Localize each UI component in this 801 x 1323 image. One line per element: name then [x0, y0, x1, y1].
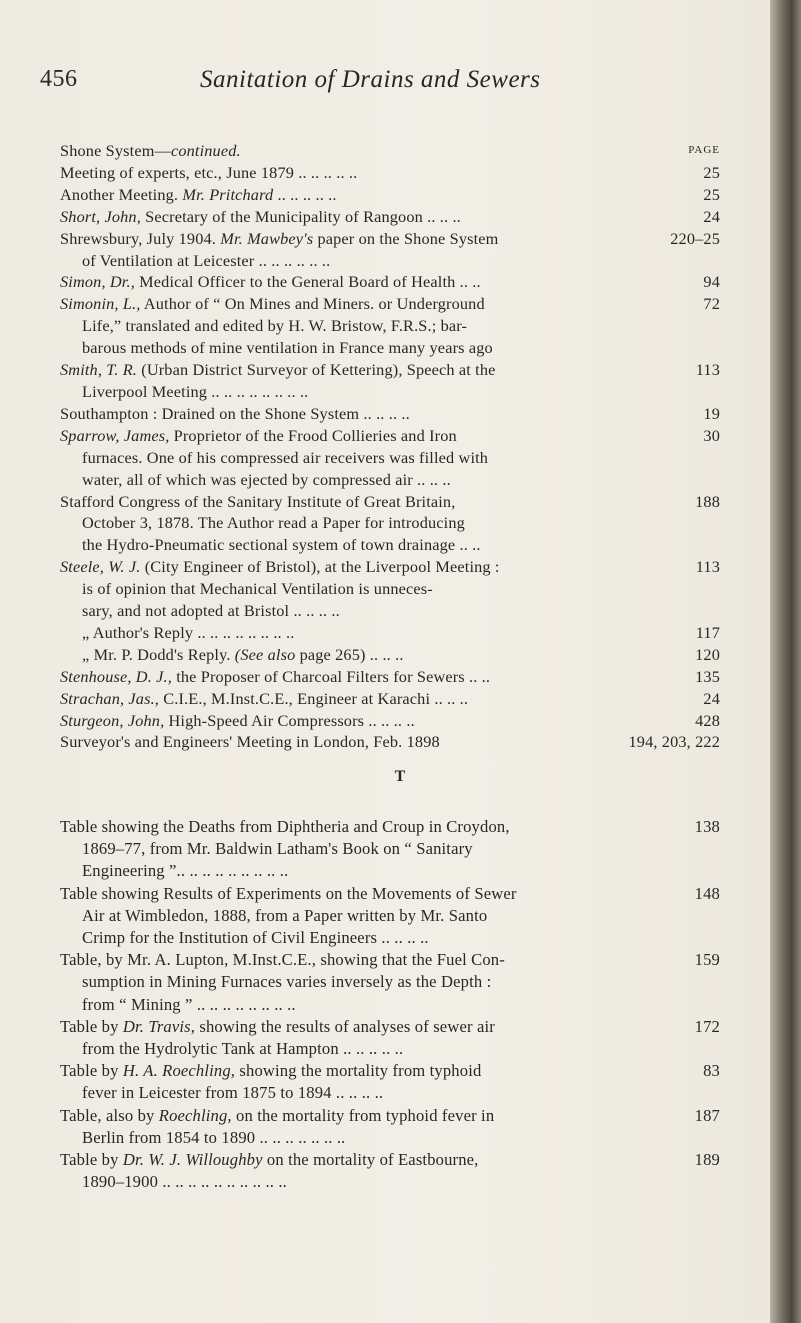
entry-text: Surveyor's and Engineers' Meeting in London, Feb. 1898 [60, 732, 440, 752]
entry-page-number: 113 [695, 360, 720, 380]
entry-continuation: Engineering ”.. .. .. .. .. .. .. .. .. [82, 861, 289, 881]
entry-continuation: of Ventilation at Leicester .. .. .. .. .. .. [82, 250, 331, 270]
index-entry [60, 731, 720, 753]
entry-continuation: the Hydro-Pneumatic sectional system of town drainage .. .. [82, 535, 481, 555]
entry-page-number: 194, 203, 222 [628, 732, 720, 752]
entry-continuation: sumption in Mining Furnaces varies inversely as the Depth : [82, 972, 492, 992]
index-entry [60, 644, 720, 666]
entry-page-number: 135 [695, 666, 720, 686]
index-entry [60, 883, 720, 950]
entry-italic: Dr. Travis, [122, 1016, 196, 1036]
entry-page-number: 30 [703, 425, 720, 445]
entry-text-after: showing the mortality from typhoid [235, 1061, 482, 1081]
entry-page-number: 113 [695, 557, 720, 577]
entry-text: Proprietor of the Frood Collieries and Iron [169, 425, 457, 445]
page-column-label: PAGE [688, 144, 720, 156]
entry-text: Table, also by [60, 1105, 159, 1125]
entry-subtext: „ Author's Reply .. .. .. .. .. .. .. .. [82, 622, 295, 642]
heading-suffix: continued. [170, 141, 241, 160]
entry-continuation: sary, and not adopted at Bristol .. .. .. .. [82, 601, 340, 621]
entry-italic: Mr. Pritchard [182, 184, 274, 204]
entry-page-number: 188 [695, 491, 720, 511]
entry-page-number: 25 [703, 162, 720, 182]
index-entry [60, 710, 720, 732]
entry-page-number: 83 [703, 1061, 720, 1081]
entry-page-number: 138 [694, 817, 720, 836]
entry-page-number: 428 [695, 710, 720, 730]
entry-italic: Roechling, [158, 1105, 232, 1125]
entry-page-number: 187 [694, 1105, 720, 1125]
entry-continuation: water, all of which was ejected by compressed air .. .. .. [82, 469, 451, 489]
entry-page-number: 189 [694, 1150, 720, 1170]
entry-text: Table showing the Deaths from Diphtheria and Croup in Croydon, [60, 817, 510, 836]
index-entry [60, 688, 720, 710]
running-head [40, 66, 740, 106]
entry-text: High-Speed Air Compressors .. .. .. .. [164, 710, 415, 730]
entry-name: Stenhouse, D. J., [60, 666, 172, 686]
entry-name: Sturgeon, John, [60, 710, 165, 730]
entry-page-number: 94 [703, 272, 720, 292]
entry-continuation: fever in Leicester from 1875 to 1894 .. .. .. .. [82, 1083, 384, 1103]
entry-name: Strachan, Jas., [60, 688, 160, 708]
entry-text: Table by [60, 1150, 123, 1170]
entry-italic: Mr. Mawbey's [220, 228, 314, 248]
heading-text: Shone System— [60, 141, 171, 160]
entry-page-number: 24 [703, 206, 720, 226]
entry-page-number: 25 [703, 184, 720, 204]
entry-continuation: Air at Wimbledon, 1888, from a Paper written by Mr. Santo [82, 905, 488, 925]
entry-continuation: from the Hydrolytic Tank at Hampton .. .. .. .. .. [82, 1039, 404, 1059]
entry-page-number: 172 [694, 1016, 720, 1036]
entry-continuation: Life,” translated and edited by H. W. Bristow, F.R.S.; bar- [82, 316, 468, 336]
index-entry [60, 228, 720, 272]
entry-text-after: showing the results of analyses of sewer air [195, 1016, 495, 1036]
section-letter-t: T [394, 768, 407, 785]
index-section-t [60, 816, 720, 1193]
index-entry [60, 556, 720, 622]
entry-page-number: 159 [694, 950, 720, 970]
index-entry [60, 1149, 720, 1193]
entry-text: Table by [60, 1016, 123, 1036]
index-entry [60, 206, 720, 228]
entry-name: Smith, T. R. [60, 360, 138, 380]
index-entry [60, 491, 720, 557]
entry-name: Sparrow, James, [60, 425, 170, 445]
index-entry [60, 1016, 720, 1060]
index-section-s [60, 140, 720, 753]
entry-text-after: on the mortality from typhoid fever in [231, 1105, 495, 1125]
entry-text-after: paper on the Shone System [313, 228, 499, 248]
entry-page-number: 72 [703, 294, 720, 314]
book-spine-shadow [770, 0, 801, 1323]
page-number: 456 [40, 66, 78, 92]
entry-continuation: from “ Mining ” .. .. .. .. .. .. .. .. [82, 994, 296, 1014]
entry-continuation: is of opinion that Mechanical Ventilation is unneces- [82, 579, 433, 599]
entry-name: Steele, W. J. [60, 557, 141, 577]
entry-text: Author of “ On Mines and Miners. or Underground [140, 294, 485, 314]
entry-page-number: 120 [695, 644, 720, 664]
index-entry [60, 1105, 720, 1149]
entry-page-number: 117 [695, 622, 720, 642]
entry-page-number: 220–25 [670, 228, 720, 248]
index-entry [60, 666, 720, 688]
entry-text: Shrewsbury, July 1904. [60, 228, 221, 248]
entry-continuation: October 3, 1878. The Author read a Paper for introducing [82, 513, 465, 533]
entry-name: Short, John, [60, 206, 141, 226]
entry-text: (City Engineer of Bristol), at the Liverpool Meeting : [140, 557, 500, 577]
entry-text: the Proposer of Charcoal Filters for Sewers .. .. [171, 666, 491, 686]
index-entry [60, 403, 720, 425]
entry-text: Another Meeting. [60, 184, 183, 204]
entry-name: Simonin, L., [60, 294, 141, 314]
entry-text: Table by [60, 1061, 123, 1081]
entry-italic: (See also [234, 644, 296, 664]
index-entry [60, 359, 720, 403]
entry-text: Southampton : Drained on the Shone System .. .. .. .. [60, 403, 410, 423]
entry-continuation: Liverpool Meeting .. .. .. .. .. .. .. .. [82, 381, 309, 401]
index-entry [60, 949, 720, 1016]
index-entry [60, 162, 720, 184]
entry-text: Table, by Mr. A. Lupton, M.Inst.C.E., showing that the Fuel Con- [60, 950, 505, 970]
entry-continuation: 1869–77, from Mr. Baldwin Latham's Book on “ Sanitary [82, 839, 473, 859]
index-entry [60, 271, 720, 293]
entry-continuation: 1890–1900 .. .. .. .. .. .. .. .. .. .. [82, 1172, 287, 1192]
entry-text-after: page 265) .. .. .. [295, 644, 404, 664]
entry-text: (Urban District Surveyor of Kettering), Speech at the [137, 360, 496, 380]
index-entry [60, 816, 720, 883]
running-title: Sanitation of Drains and Sewers [200, 66, 541, 93]
entry-continuation: Crimp for the Institution of Civil Engineers .. .. .. .. [82, 928, 429, 948]
entry-text-after: on the mortality of Eastbourne, [262, 1150, 479, 1170]
entry-text: Table showing Results of Experiments on the Movements of Sewer [60, 883, 517, 903]
entry-text: C.I.E., M.Inst.C.E., Engineer at Karachi .. .. .. [159, 688, 469, 708]
entry-text: Meeting of experts, etc., June 1879 .. .. .. .. .. [60, 162, 358, 182]
entry-text-after: .. .. .. .. .. [273, 184, 337, 204]
section-heading [60, 140, 720, 162]
entry-name: Simon, Dr., [60, 272, 135, 292]
index-entry [60, 622, 720, 644]
index-entry [60, 184, 720, 206]
index-entry [60, 293, 720, 359]
entry-page-number: 24 [703, 688, 720, 708]
entry-continuation: furnaces. One of his compressed air receivers was filled with [82, 447, 489, 467]
entry-subtext: „ Mr. P. Dodd's Reply. [82, 644, 235, 664]
entry-continuation: barous methods of mine ventilation in France many years ago [82, 338, 493, 358]
entry-page-number: 148 [694, 883, 720, 903]
entry-text: Medical Officer to the General Board of Health .. .. [134, 272, 481, 292]
entry-text: Secretary of the Municipality of Rangoon .. .. .. [140, 206, 461, 226]
entry-text: Stafford Congress of the Sanitary Institute of Great Britain, [60, 491, 456, 511]
entry-page-number: 19 [703, 403, 720, 423]
index-entry [60, 1060, 720, 1104]
index-entry [60, 425, 720, 491]
entry-italic: H. A. Roechling, [122, 1061, 236, 1081]
entry-italic: Dr. W. J. Willoughby [122, 1150, 263, 1170]
entry-continuation: Berlin from 1854 to 1890 .. .. .. .. .. .. .. [82, 1127, 346, 1147]
